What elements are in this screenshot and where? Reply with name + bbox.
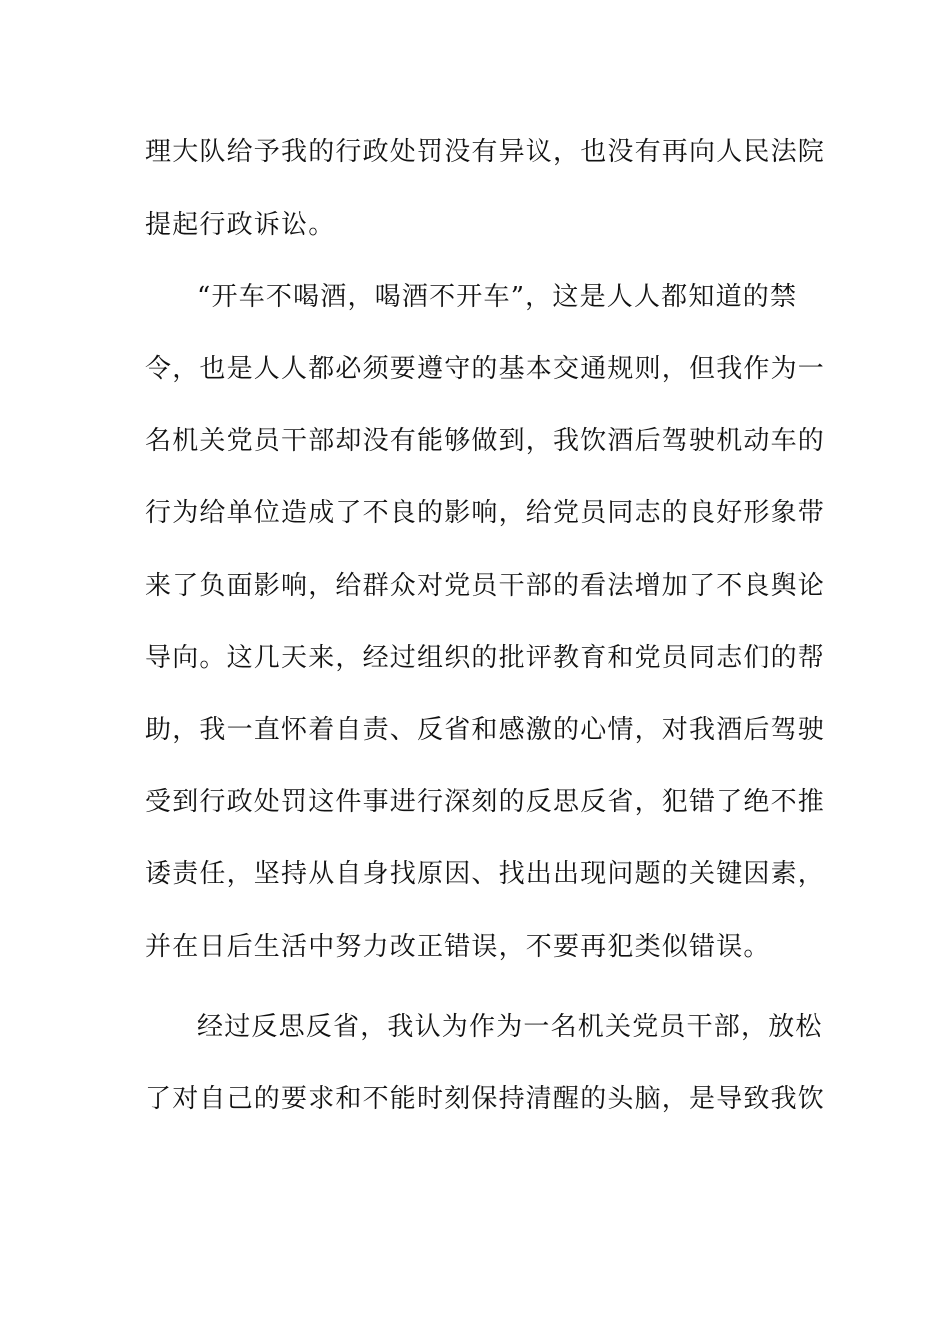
text-line: 受到行政处罚这件事进行深刻的反思反省，犯错了绝不推 (145, 787, 826, 817)
text-line: 行为给单位造成了不良的影响，给党员同志的良好形象带 (145, 498, 826, 528)
text-line: 诿责任，坚持从自身找原因、找出出现问题的关键因素， (145, 859, 826, 889)
text-line: 了对自己的要求和不能时刻保持清醒的头脑，是导致我饮 (145, 1084, 826, 1114)
text-line: 名机关党员干部却没有能够做到，我饮酒后驾驶机动车的 (145, 426, 826, 456)
text-line: 导向。这几天来，经过组织的批评教育和党员同志们的帮 (145, 643, 826, 673)
text-line: 令，也是人人都必须要遵守的基本交通规则，但我作为一 (145, 354, 826, 384)
text-line: 助，我一直怀着自责、反省和感激的心情，对我酒后驾驶 (145, 715, 826, 745)
text-line: 并在日后生活中努力改正错误，不要再犯类似错误。 (145, 932, 771, 962)
paragraph-start-line: 经过反思反省，我认为作为一名机关党员干部，放松 (197, 1012, 823, 1042)
paragraph-start-line: “开车不喝酒，喝酒不开车”，这是人人都知道的禁 (197, 282, 798, 312)
text-line: 提起行政诉讼。 (145, 210, 336, 240)
text-line: 理大队给予我的行政处罚没有异议，也没有再向人民法院 (145, 137, 826, 167)
text-line: 来了负面影响，给群众对党员干部的看法增加了不良舆论 (145, 571, 826, 601)
